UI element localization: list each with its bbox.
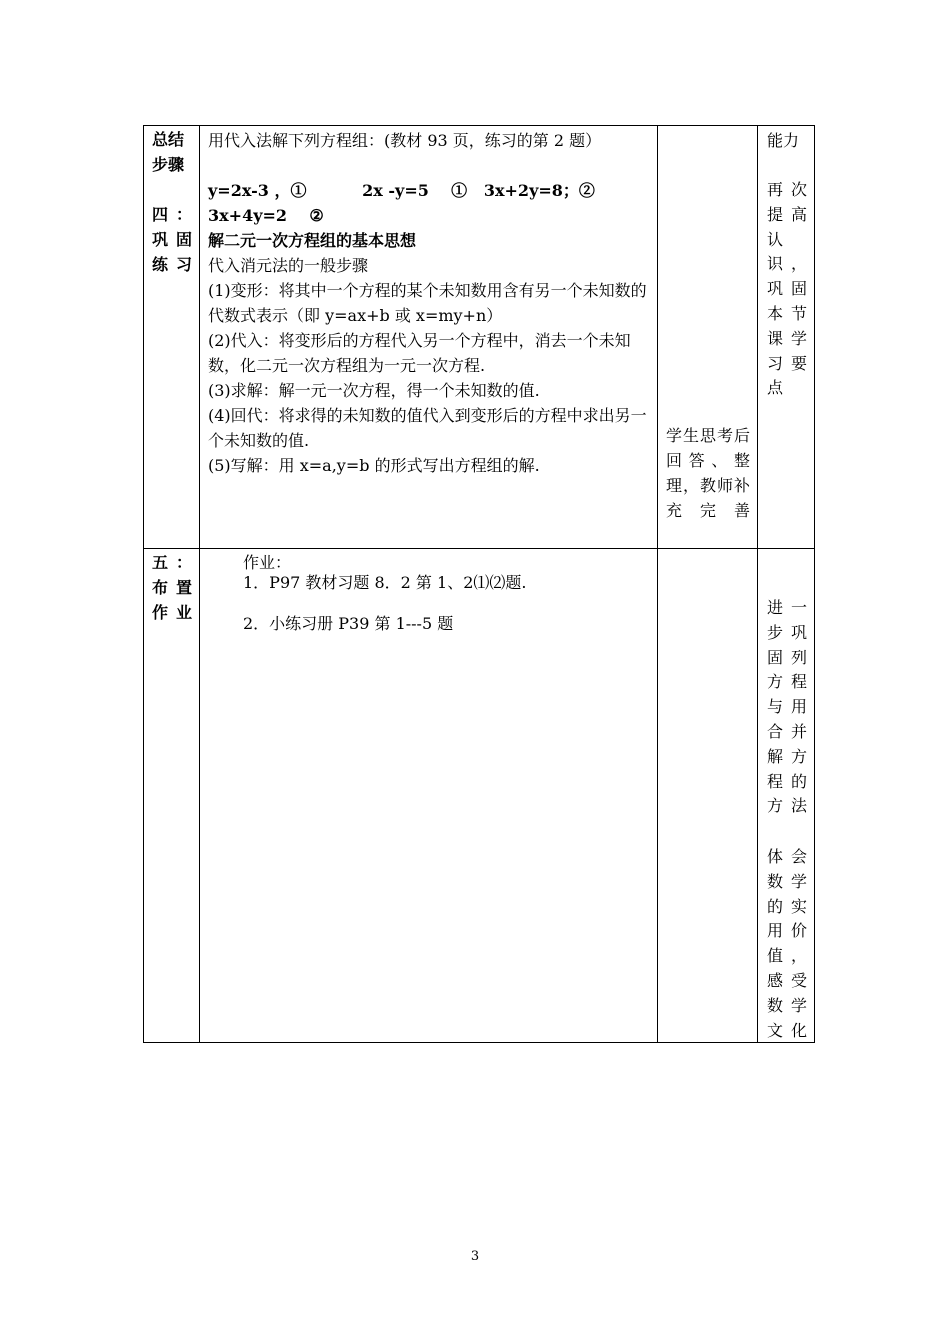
homework-item: 1．P97 教材习题 8．2 第 1、2⑴⑵题. xyxy=(243,573,527,592)
column-divider xyxy=(757,126,758,1042)
equation-systems-line2: 3x+4y=2 ② xyxy=(208,206,324,225)
step-item: (1)变形：将其中一个方程的某个未知数用含有另一个未知数的代数式表示（即 y=ax+b 或 x=my+n） xyxy=(208,281,647,325)
steps-block xyxy=(208,253,648,478)
row1-stage-title: 总结步骤 xyxy=(152,130,185,174)
step-item: (3)求解：解一元一次方程，得一个未知数的值. xyxy=(208,381,540,400)
design-intent-ability: 能力 xyxy=(767,131,800,150)
step-item: (5)写解：用 x=a,y=b 的形式写出方程组的解. xyxy=(208,456,540,475)
exercise-intro: 用代入法解下列方程组：(教材 93 页，练习的第 2 题） xyxy=(208,131,602,150)
design-intent-text: 再次提高认识，巩固本节课学习要点 xyxy=(767,180,807,398)
page-number: 3 xyxy=(470,1249,480,1264)
row1-stage-section: 四：巩固练习 xyxy=(152,205,192,274)
design-intent-culture: 体会数学的实用价值，感受数学文化 xyxy=(767,847,807,1040)
row2-stage-section: 五：布置作业 xyxy=(152,553,192,622)
homework-item: 2．小练习册 P39 第 1---5 题 xyxy=(243,614,454,633)
step-item: (2)代入：将变形后的方程代入另一个方程中，消去一个未知数，化二元一次方程组为一元一次方程. xyxy=(208,331,631,375)
homework-label: 作业： xyxy=(243,553,292,572)
step-item: (4)回代：将求得的未知数的值代入到变形后的方程中求出另一个未知数的值. xyxy=(208,406,647,450)
lesson-plan-table xyxy=(143,125,815,1043)
steps-heading: 代入消元法的一般步骤 xyxy=(208,256,369,275)
column-divider xyxy=(657,126,658,1042)
column-divider xyxy=(199,126,200,1042)
equation-systems-line1: y=2x-3 ，① 2x -y=5 ① 3x+2y=8；② xyxy=(208,181,595,200)
student-activity-text: 学生思考后回答、整理，教师补充完善 xyxy=(666,426,750,520)
basic-idea-heading: 解二元一次方程组的基本思想 xyxy=(208,231,417,250)
design-intent-consolidate: 进一步巩固列方程与用合并解方程的方法 xyxy=(767,598,807,816)
row-divider xyxy=(144,548,814,549)
